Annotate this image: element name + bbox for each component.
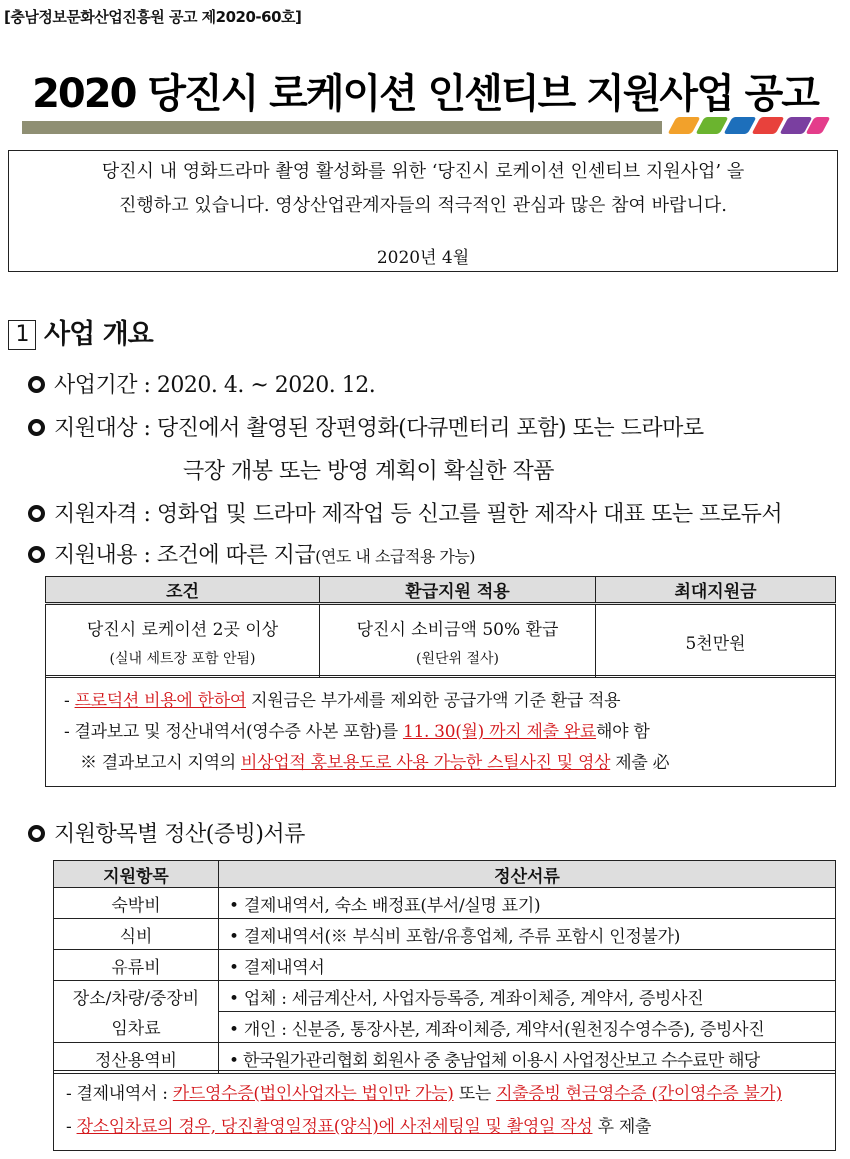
table-row: 유류비 • 결제내역서 xyxy=(54,950,836,981)
table-cell: 당진시 소비금액 50% 환급 (원단위 절사) xyxy=(320,604,596,678)
docs-notes xyxy=(53,1070,836,1151)
support-table xyxy=(45,576,836,678)
table-header: 정산서류 xyxy=(219,861,836,888)
item-content: 지원내용 : 조건에 따른 지급(연도 내 소급적용 가능) xyxy=(28,538,475,569)
support-notes xyxy=(45,675,836,787)
table-row: 숙박비 • 결제내역서, 숙소 배정표(부서/실명 표기) xyxy=(54,888,836,919)
table-cell: 5천만원 xyxy=(596,604,836,678)
notice-number: [충남정보문화산업진흥원 공고 제2020-60호] xyxy=(4,8,302,26)
page-title: 2020 당진시 로케이션 인센티브 지원사업 공고 xyxy=(32,71,818,117)
note-line: - 결제내역서 : 카드영수증(법인사업자는 법인만 가능) 또는 지출증빙 현금영수증 (간이영수증 불가) xyxy=(66,1084,783,1104)
circle-bullet-icon xyxy=(28,825,45,842)
intro-text: 진행하고 있습니다. 영상산업관계자들의 적극적인 관심과 많은 참여 바랍니다. xyxy=(119,195,727,216)
docs-table xyxy=(53,860,836,1074)
item-target: 지원대상 : 당진에서 촬영된 장편영화(다큐멘터리 포함) 또는 드라마로 xyxy=(28,411,704,442)
section-title xyxy=(8,312,153,351)
note-line: - 장소임차료의 경우, 당진촬영일정표(양식)에 사전세팅일 및 촬영일 작성 후 제출 xyxy=(66,1117,652,1137)
note-line: ※ 결과보고시 지역의 비상업적 홍보용도로 사용 가능한 스틸사진 및 영상 제출 必 xyxy=(80,753,670,773)
table-header: 조건 xyxy=(46,577,320,604)
circle-bullet-icon xyxy=(28,419,45,436)
section-title-text: 사업 개요 xyxy=(44,319,153,350)
table-header: 지원항목 xyxy=(54,861,219,888)
table-row: 정산용역비 • 한국원가관리협회 회원사 중 충남업체 이용시 사업정산보고 수수료만 해당 xyxy=(54,1043,836,1074)
intro-box xyxy=(8,150,838,272)
table-header: 최대지원금 xyxy=(596,577,836,604)
note-line: - 결과보고 및 정산내역서(영수증 사본 포함)를 11. 30(월) 까지 제출 완료해야 함 xyxy=(64,722,650,742)
title-underline-bar xyxy=(22,121,662,134)
table-row: 임차료 • 개인 : 신분증, 통장사본, 계좌이체증, 계약서(원천징수영수증), 증빙사진 xyxy=(54,1012,836,1043)
item-target-continued: 극장 개봉 또는 방영 계획이 확실한 작품 xyxy=(183,459,554,484)
item-qualification: 지원자격 : 영화업 및 드라마 제작업 등 신고를 필한 제작사 대표 또는 프로듀서 xyxy=(28,497,782,528)
item-docs-title: 지원항목별 정산(증빙)서류 xyxy=(28,817,305,848)
item-period: 사업기간 : 2020. 4. ~ 2020. 12. xyxy=(28,368,375,399)
table-cell: 당진시 로케이션 2곳 이상 (실내 세트장 포함 안됨) xyxy=(46,604,320,678)
table-header: 환급지원 적용 xyxy=(320,577,596,604)
intro-text: 당진시 내 영화드라마 촬영 활성화를 위한 ‘당진시 로케이션 인센티브 지원사업’ 을 xyxy=(101,161,745,182)
intro-date: 2020년 4월 xyxy=(376,248,470,268)
note-line: - 프로덕션 비용에 한하여 지원금은 부가세를 제외한 공급가액 기준 환급 적용 xyxy=(64,691,621,711)
circle-bullet-icon xyxy=(28,376,45,393)
circle-bullet-icon xyxy=(28,546,45,563)
table-row: 장소/차량/중장비 • 업체 : 세금계산서, 사업자등록증, 계좌이체증, 계약서, 증빙사진 xyxy=(54,981,836,1012)
circle-bullet-icon xyxy=(28,505,45,522)
table-row: 식비 • 결제내역서(※ 부식비 포함/유흥업체, 주류 포함시 인정불가) xyxy=(54,919,836,950)
section-number: 1 xyxy=(8,320,36,350)
